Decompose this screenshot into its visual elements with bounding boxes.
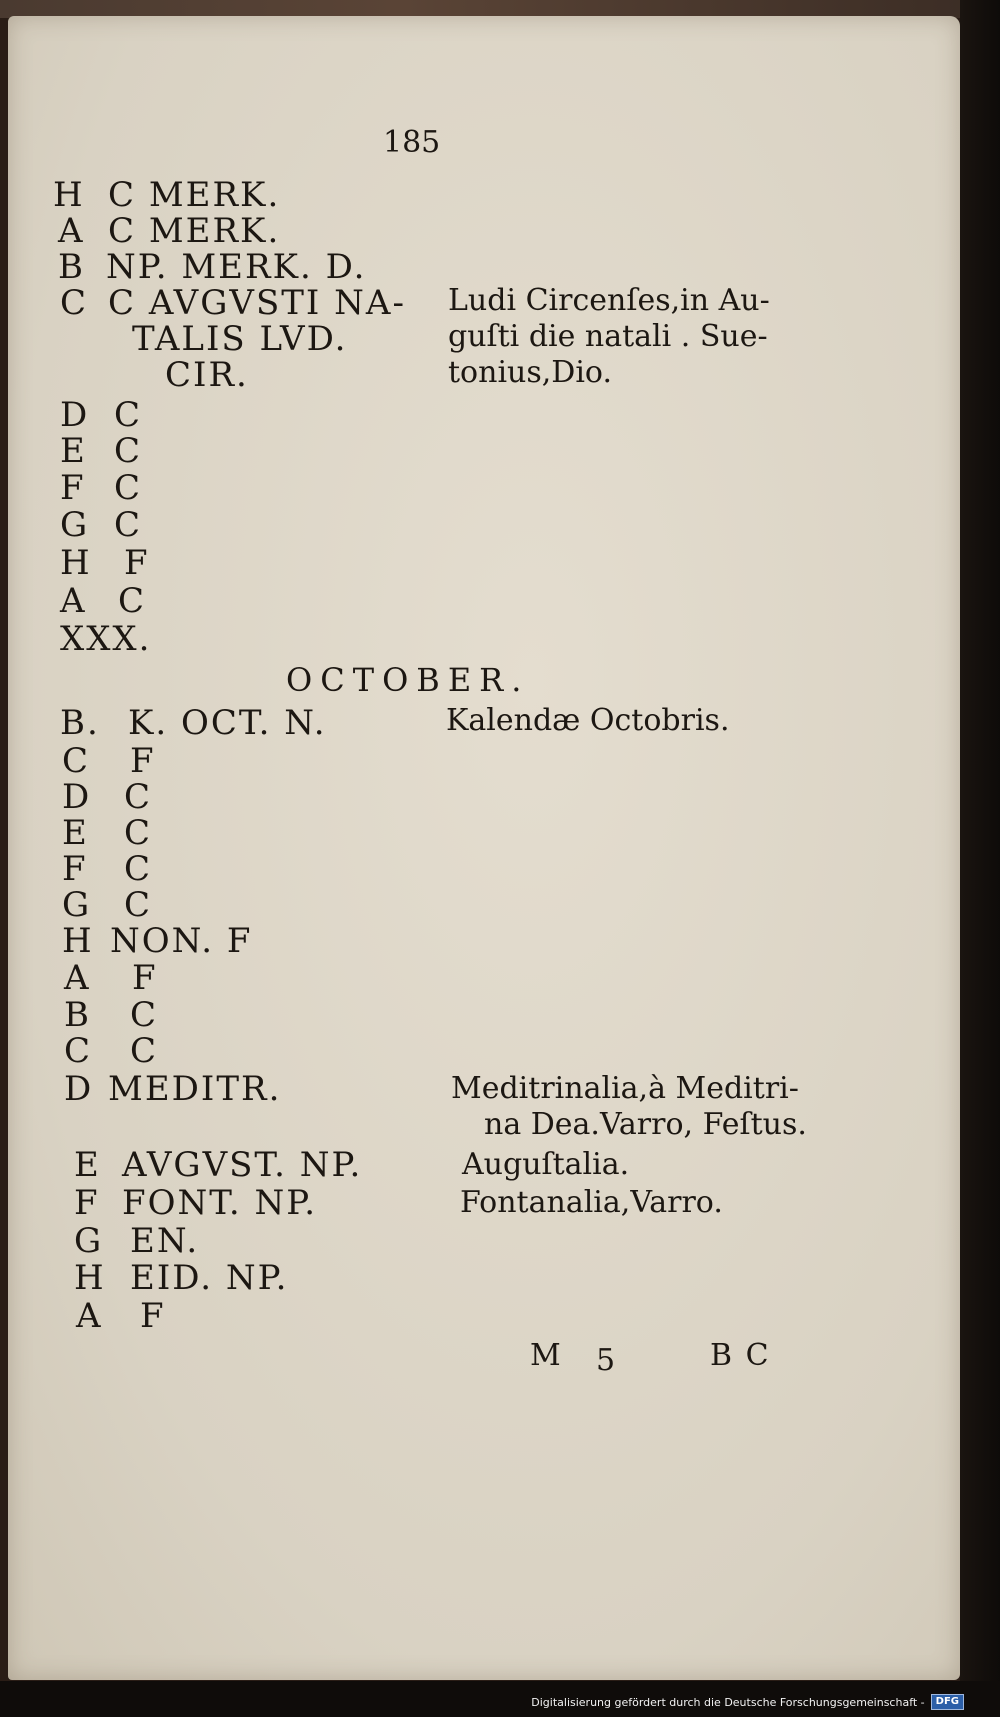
sept-row-mark: C [114,431,143,471]
oct-row-letter: A [64,958,91,998]
digitization-credit [531,1694,964,1710]
page-number: 185 [383,125,441,160]
oct-row-letter: C [64,1031,93,1071]
sept-row-note: tonius,Dio. [448,355,613,390]
oct-row-note: Fontanalia,Varro. [460,1185,723,1220]
oct-row-mark: F [140,1296,166,1336]
sept-row-mark-cont: TALIS LVD. [132,319,348,359]
oct-row-letter: F [62,849,88,889]
book-right-edge [960,0,1000,1717]
oct-row-mark: AVGVST. NP. [122,1145,363,1185]
sept-row-mark: C MERK. [108,211,281,251]
sept-row-letter: H [60,543,92,583]
oct-row-mark: C [124,885,153,925]
book-page [8,16,960,1680]
sept-row-letter: G [60,505,90,545]
sept-row-mark: NP. MERK. D. [106,247,367,287]
oct-row-letter: B [64,995,91,1035]
sept-row-letter: F [60,468,86,508]
sept-row-letter: B [58,247,85,287]
sept-row-mark: C AVGVSTI NA- [108,283,406,323]
oct-row-mark: F [130,741,156,781]
oct-row-mark: C [124,813,153,853]
oct-row-mark: C [124,777,153,817]
sept-row-note: Ludi Circenſes,in Au- [448,283,770,318]
sept-row-letter: D [60,395,90,435]
oct-row-letter: C [62,741,91,781]
oct-row-mark: F [132,958,158,998]
signature-mark: M [530,1338,563,1373]
oct-row-mark: C [130,995,159,1035]
sept-row-letter: A [58,211,85,251]
sept-row-mark: F [124,543,150,583]
oct-row-mark: NON. F [110,921,253,961]
sept-row-letter: H [53,175,85,215]
credit-text: Digitalisierung gefördert durch die Deutsche Forschungsgemeinschaft - [531,1695,925,1709]
oct-row-note: Meditrinalia,à Meditri- [451,1071,799,1106]
footer-bar [0,1681,1000,1717]
oct-row-mark: FONT. NP. [122,1183,318,1223]
oct-row-mark: C [130,1031,159,1071]
oct-row-letter: D [64,1069,94,1109]
oct-row-note: Kalendæ Octobris. [446,703,730,738]
sept-row-mark: C [118,581,147,621]
sept-month-end: XXX. [60,619,152,659]
sept-row-mark: C [114,395,143,435]
sept-row-letter: E [60,431,87,471]
oct-row-letter: D [62,777,92,817]
sept-row-mark: C [114,505,143,545]
sept-row-mark: C [114,468,143,508]
oct-row-letter: A [76,1296,103,1336]
oct-row-mark: K. OCT. N. [128,703,327,743]
month-heading: OCTOBER. [286,661,530,699]
oct-row-mark: EN. [130,1221,200,1261]
oct-row-mark: C [124,849,153,889]
oct-row-note: Auguſtalia. [462,1147,630,1182]
oct-row-letter: B. [60,703,100,743]
oct-row-note: na Dea.Varro, Feſtus. [484,1107,807,1142]
dfg-logo-icon: DFG [931,1694,964,1710]
sept-row-note: guſti die natali . Sue- [448,319,768,354]
catchword: B C [710,1338,771,1373]
oct-row-letter: H [74,1258,106,1298]
oct-row-mark: EID. NP. [130,1258,289,1298]
oct-row-letter: H [62,921,94,961]
oct-row-letter: E [74,1145,101,1185]
signature-number: 5 [596,1343,618,1378]
oct-row-mark: MEDITR. [108,1069,282,1109]
sept-row-mark-cont: CIR. [165,355,249,395]
sept-row-mark: C MERK. [108,175,281,215]
sept-row-letter: C [60,283,89,323]
sept-row-letter: A [60,581,87,621]
oct-row-letter: G [74,1221,104,1261]
oct-row-letter: G [62,885,92,925]
oct-row-letter: E [62,813,89,853]
oct-row-letter: F [74,1183,100,1223]
